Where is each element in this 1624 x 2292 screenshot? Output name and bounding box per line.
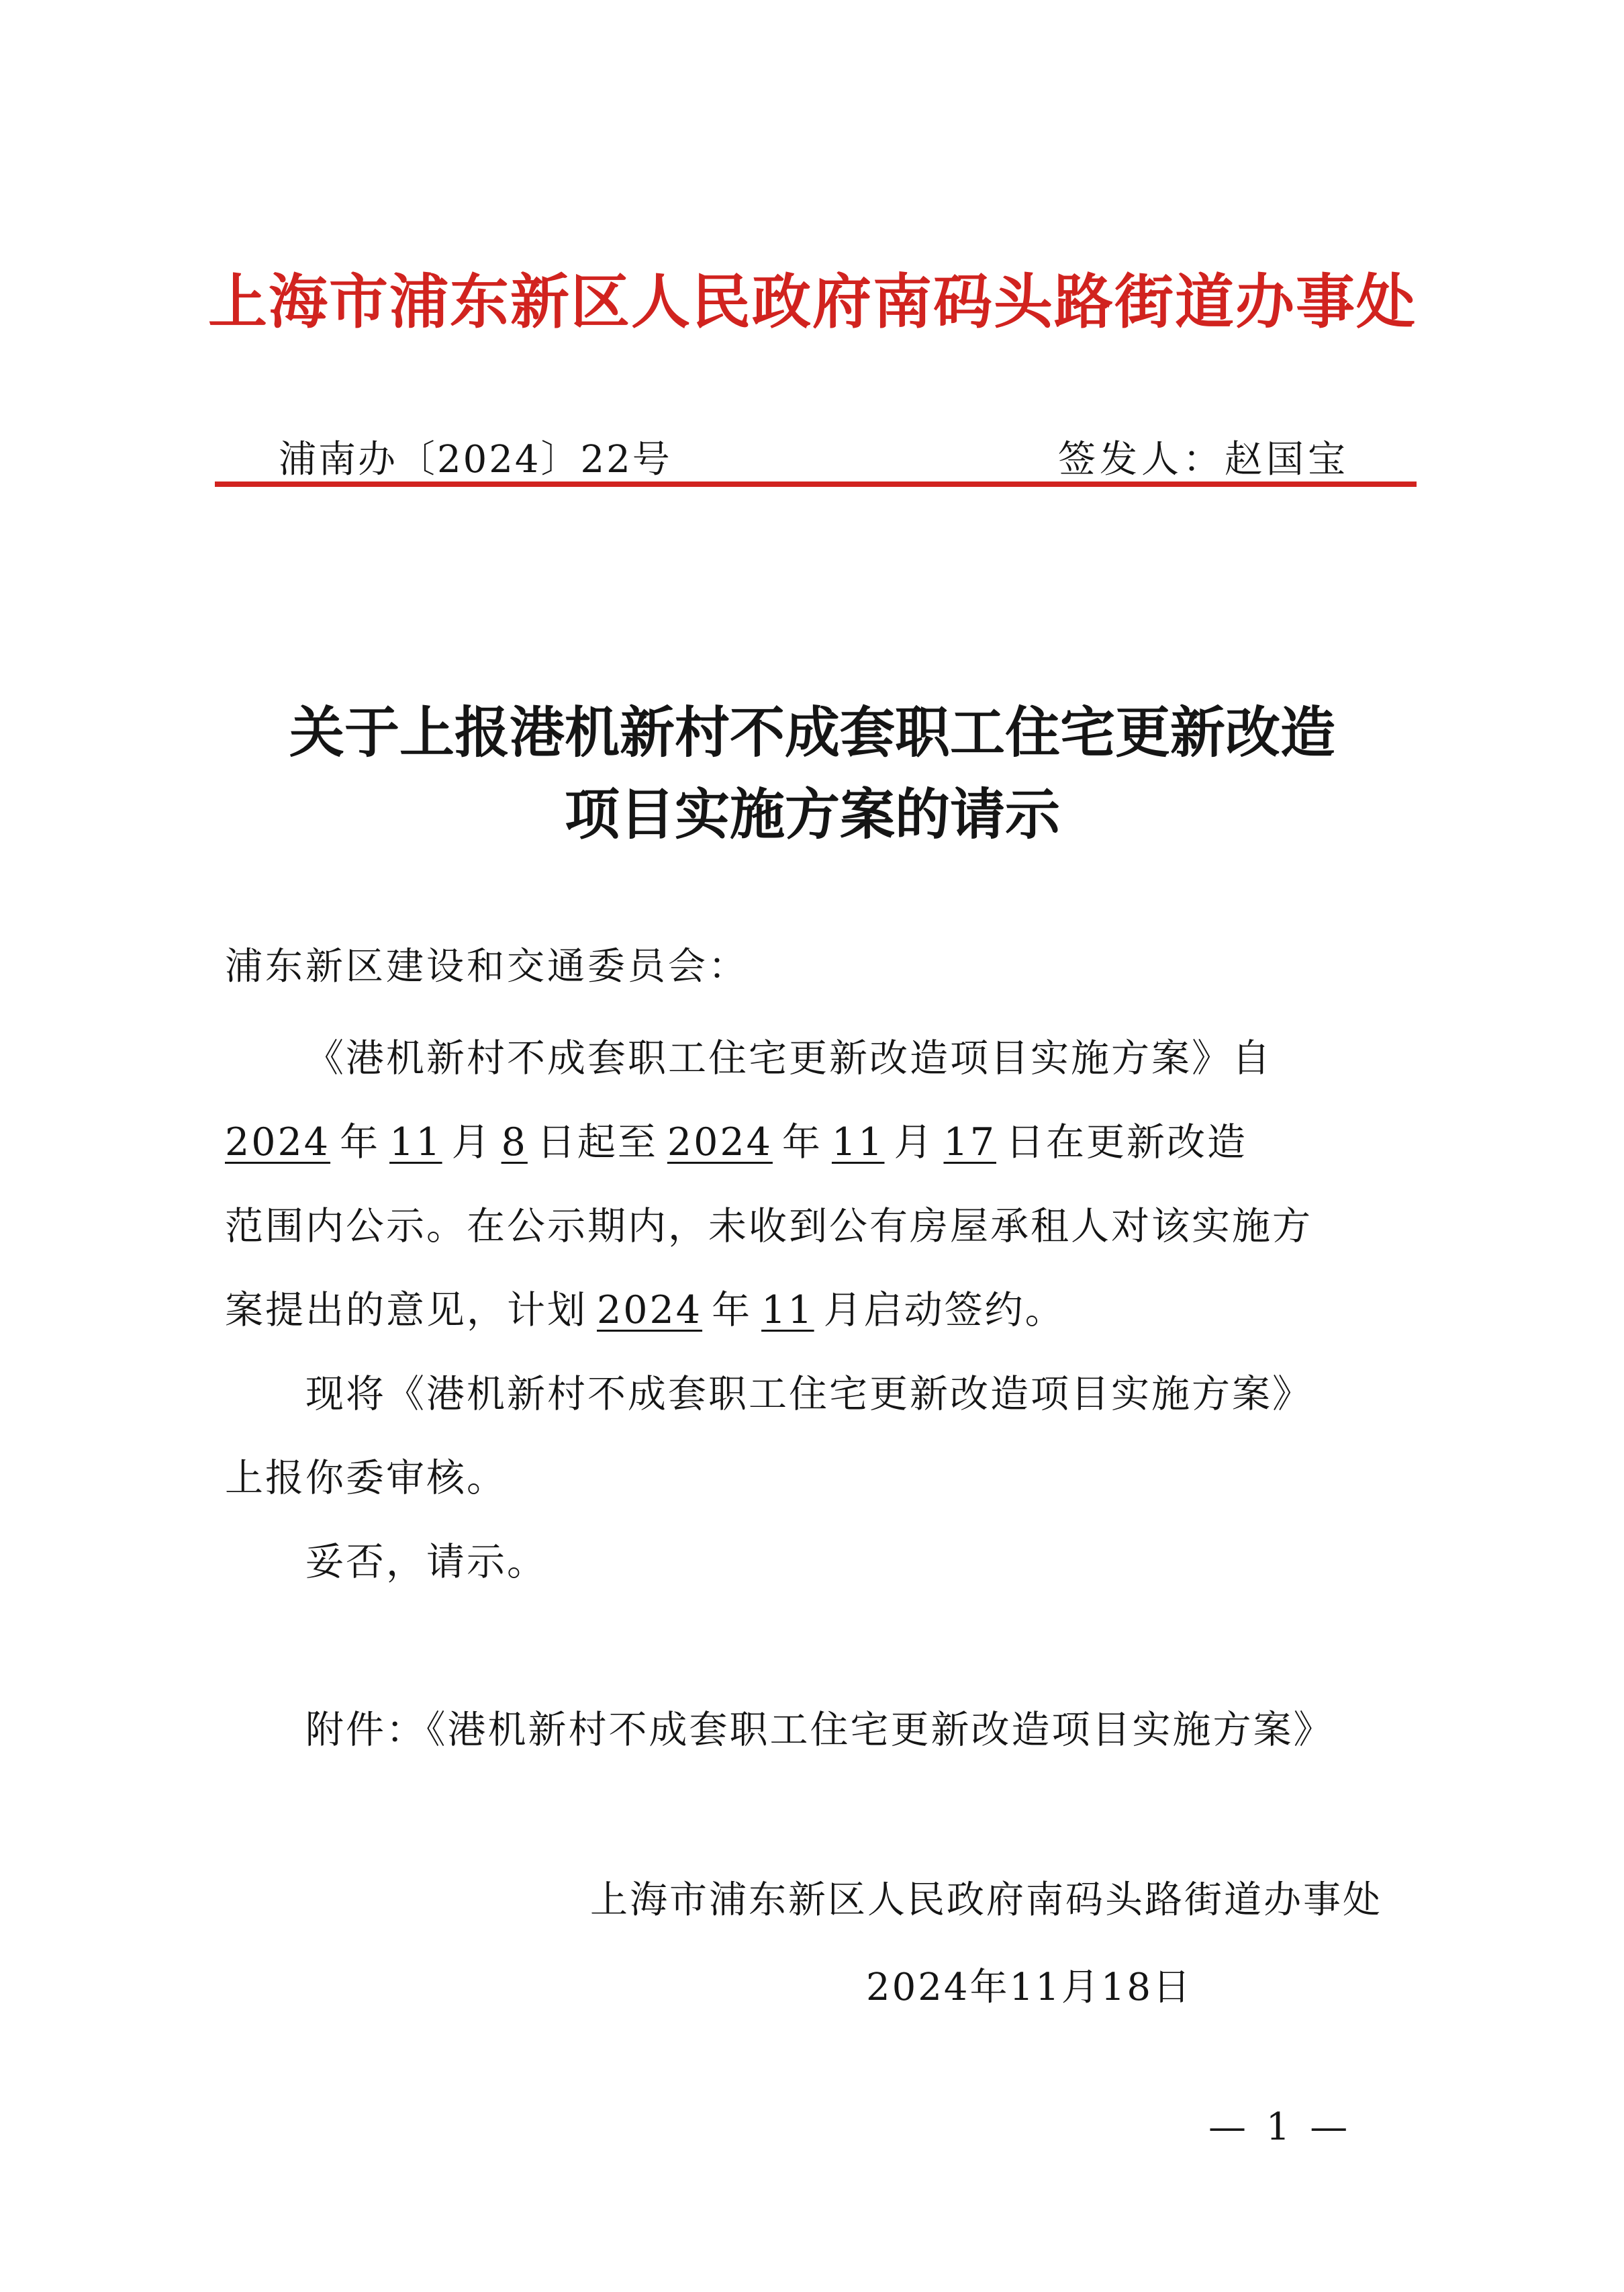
attachment: 附件：《港机新村不成套职工住宅更新改造项目实施方案》 bbox=[305, 1708, 1334, 1752]
closing-date: 2024年11月18日 bbox=[866, 1966, 1193, 2009]
end-month: 11 bbox=[831, 1120, 885, 1164]
location-text: 日在更新改造 bbox=[1005, 1120, 1247, 1164]
paragraph-2-line-1: 现将《港机新村不成套职工住宅更新改造项目实施方案》 bbox=[305, 1372, 1312, 1416]
paragraph-1-line-4 bbox=[225, 1279, 1065, 1334]
paragraph-1-line-3: 范围内公示。在公示期内，未收到公有房屋承租人对该实施方 bbox=[225, 1204, 1312, 1248]
from-to-text: 日起至 bbox=[536, 1120, 658, 1164]
paragraph-1-line-1: 《港机新村不成套职工住宅更新改造项目实施方案》自 bbox=[305, 1036, 1272, 1081]
paragraph-3: 妥否，请示。 bbox=[305, 1540, 547, 1584]
paragraph-1-line-2 bbox=[225, 1111, 1247, 1166]
year-char: 年 bbox=[340, 1120, 381, 1164]
issuing-authority-header: 上海市浦东新区人民政府南码头路街道办事处 bbox=[207, 267, 1417, 336]
document-number: 浦南办〔2024〕22号 bbox=[279, 438, 672, 482]
signer: 签发人：赵国宝 bbox=[1058, 438, 1349, 482]
plan-end-text: 月启动签约。 bbox=[823, 1288, 1065, 1332]
month-char: 月 bbox=[451, 1120, 492, 1164]
start-year: 2024 bbox=[225, 1120, 331, 1164]
title-line-1: 关于上报港机新村不成套职工住宅更新改造 bbox=[289, 700, 1335, 765]
plan-month: 11 bbox=[761, 1288, 814, 1332]
plan-text: 案提出的意见，计划 bbox=[225, 1288, 587, 1332]
paragraph-2-line-2: 上报你委审核。 bbox=[225, 1456, 507, 1500]
start-month: 11 bbox=[389, 1120, 442, 1164]
year-char-2: 年 bbox=[781, 1120, 822, 1164]
end-year: 2024 bbox=[667, 1120, 773, 1164]
red-separator-line bbox=[215, 482, 1417, 487]
month-char-2: 月 bbox=[894, 1120, 935, 1164]
document-title bbox=[201, 692, 1423, 856]
page-number: — 1 — bbox=[1208, 2105, 1352, 2149]
start-day: 8 bbox=[501, 1120, 528, 1164]
end-day: 17 bbox=[943, 1120, 996, 1164]
plan-year: 2024 bbox=[597, 1288, 703, 1332]
title-line-2: 项目实施方案的请示 bbox=[564, 782, 1060, 847]
closing-organization: 上海市浦东新区人民政府南码头路街道办事处 bbox=[590, 1878, 1382, 1922]
salutation: 浦东新区建设和交通委员会： bbox=[225, 945, 749, 989]
year-char-3: 年 bbox=[712, 1288, 753, 1332]
